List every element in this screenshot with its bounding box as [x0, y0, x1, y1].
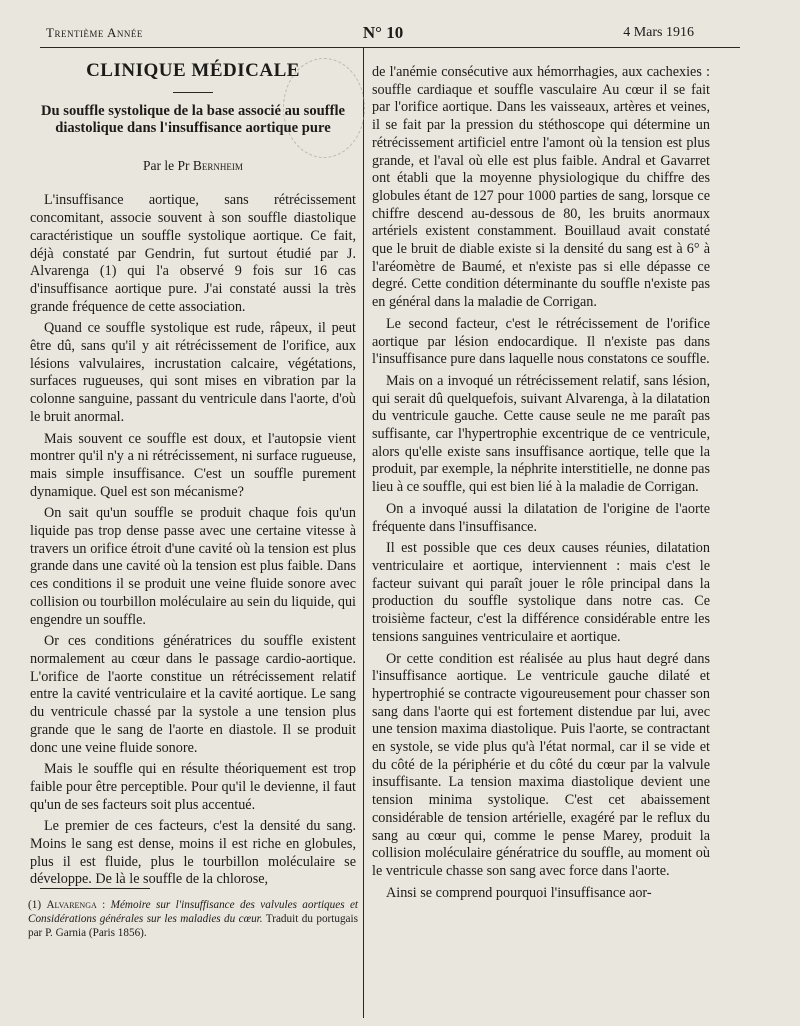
footnote-rule	[40, 888, 150, 889]
paragraph: Le second facteur, c'est le rétrécissement de l'orifice aortique par lésion endocardique. Il n'existe pas dans l'insuffisance pure dans laquelle nous constatons ce souffle.	[372, 315, 710, 368]
paragraph: Or cette condition est réalisée au plus haut degré dans l'insuffisance aortique. Le ventricule gauche dilaté et hypertrophié se contracte vigoureusement pour chasser son sang dans l'aorte qui est fortement distendue par lui, avec une tension maxima diastolique. Puis l'aorte, se contractant en systole, se vide plus qu'à l'état normal, car il se vide et du côté de la périphérie et du côté du cœur par la valvule insuffisante. La tension maxima diastolique devient une tension minima systolique. C'est cet abaissement considérable de tension artérielle, exagéré par le reflux du sang au cœur qui, comme le pense Marey, produit la collision moléculaire génératrice du souffle, au moment où le ventricule chasse son sang avec force dans l'aorte.	[372, 650, 710, 879]
header-issue-number: N° 10	[362, 23, 404, 42]
footnote-marker: (1)	[28, 899, 47, 911]
header-rule	[40, 47, 740, 48]
header-date: 4 Mars 1916	[623, 25, 694, 40]
article-title: Du souffle systolique de la base associé au souffle diastolique dans l'insuffisance aortique pure	[40, 102, 346, 136]
running-header	[46, 22, 694, 44]
paragraph: On sait qu'un souffle se produit chaque fois qu'un liquide pas trop dense passe avec une certaine vitesse à travers un orifice étroit d'une cavité où la tension est plus grande dans une cavité où la tension est plus faible. Dans ces conditions il se produit une veine fluide sonore avec collision ou tourbillon moléculaire au sein du liquide, qui engendre un souffle.	[30, 505, 356, 628]
title-block	[30, 60, 356, 174]
author-line	[30, 157, 356, 175]
paragraph: L'insuffisance aortique, sans rétrécissement concomitant, associe souvent à son souffle diastolique caractéristique un souffle systolique aortique. Ce fait, déjà constaté par Gendrin, fut surtout étudié par J. Alvarenga (1) qui l'a observé 9 fois sur 16 cas d'insuffisance aortique pure. J'ai constaté aussi la très grande fréquence de cette association.	[30, 192, 356, 315]
left-column	[30, 60, 356, 889]
author-name: Bernheim	[192, 157, 243, 173]
title-rule	[173, 92, 213, 93]
author-prefix: Par le Pr	[143, 157, 193, 173]
paragraph: Ainsi se comprend pourquoi l'insuffisance aor-	[386, 884, 652, 901]
paragraph: Or ces conditions génératrices du souffle existent normalement au cœur dans le passage cardio-aortique. L'orifice de l'aorte constitue un rétrécissement relatif entre la cavité ventriculaire et la cavité aortique. Le sang du ventricule chassé par la systole a une tension plus grande que le sang de l'aorte en diastole. Il se produit donc une veine fluide sonore.	[30, 633, 356, 756]
paragraph: Mais souvent ce souffle est doux, et l'autopsie vient montrer qu'il n'y a ni rétrécissement, ni surface rugueuse, mais simple insuffisance. C'est un souffle purement dynamique. Quel est son mécanisme?	[30, 430, 356, 500]
paragraph: Mais le souffle qui en résulte théoriquement est trop faible pour être perceptible. Pour qu'il le devienne, il faut qu'un de ses facteurs soit plus accentué.	[30, 761, 356, 813]
header-year: Trentième Année	[46, 25, 143, 40]
paragraph: Mais on a invoqué un rétrécissement relatif, sans lésion, qui serait dû quelquefois, suivant Alvarenga, à la dilatation du ventricule gauche. Cette cause seule ne me paraît pas suffisante, car l'hypertrophie excentrique de ce ventricule, alors qu'elle existe sans insuffisance aortique, telle que la produit, par exemple, la néphrite interstitielle, ne donne pas lieu à ce souffle, qui est bien lié à la maladie de Corrigan.	[372, 372, 710, 496]
paragraph: Quand ce souffle systolique est rude, râpeux, il peut être dû, sans qu'il y ait rétrécissement de l'orifice, aux lésions valvulaires, incrustation calcaire, végétations, surfaces rugueuses, qui sont mises en vibration par la colonne sanguine, passant du ventricule dans l'aorte, d'où le bruit anormal.	[30, 320, 356, 425]
column-divider	[363, 48, 364, 1018]
right-column	[372, 64, 710, 902]
paragraph: Il est possible que ces deux causes réunies, dilatation ventriculaire et aortique, interviennent : mais c'est le facteur suivant qui paraît jouer le rôle principal dans la production du souffle systolique dans notre cas. Ce troisième facteur, c'est la différence considérable entre les tensions sanguines ventriculaire et aortique.	[372, 540, 710, 645]
footnote-work-title: Mémoire sur l'insuffisance des valvules aortiques et Considérations générales sur les maladies du cœur.	[28, 899, 359, 925]
paragraph: On a invoqué aussi la dilatation de l'origine de l'aorte fréquente dans l'insuffisance.	[372, 500, 710, 535]
footnote-author: Alvarenga :	[46, 899, 111, 911]
footnote	[28, 898, 358, 940]
paragraph: de l'anémie consécutive aux hémorrhagies, aux cachexies : souffle cardiaque et souffle vasculaire Au cœur il se fait par l'orifice aortique. Dans les vaisseaux, artères et veines, il se fait par la pression du stéthoscope qui détermine un rétrécissement artificiel entre l'amont où la tension est plus grande, et l'aval où elle est plus faible. Andral et Gavarret ont établi que la moyenne physiologique du chiffre des globules étant de 127 pour 1000 parties de sang, lorsque ce chiffre descend au-dessous de 80, les bruits anormaux artériels existent constamment. Bouillaud avait constaté que le bruit de diable existe si la densité du sang est à 6° à l'aréomètre de Baumé, et n'existe pas si elle dépasse ce degré. Cette condition déterminante du souffle n'existe pas en général dans la maladie de Corrigan.	[372, 64, 710, 311]
section-title: CLINIQUE MÉDICALE	[86, 60, 300, 81]
paragraph: Le premier de ces facteurs, c'est la densité du sang. Moins le sang est dense, moins il est riche en globules, plus il est fluide, plus le tourbillon moléculaire se développe. De là le souffle de la chlorose,	[30, 818, 356, 888]
footnote-translation: Traduit du portugais par P. Garnia (Paris 1856).	[28, 913, 358, 939]
